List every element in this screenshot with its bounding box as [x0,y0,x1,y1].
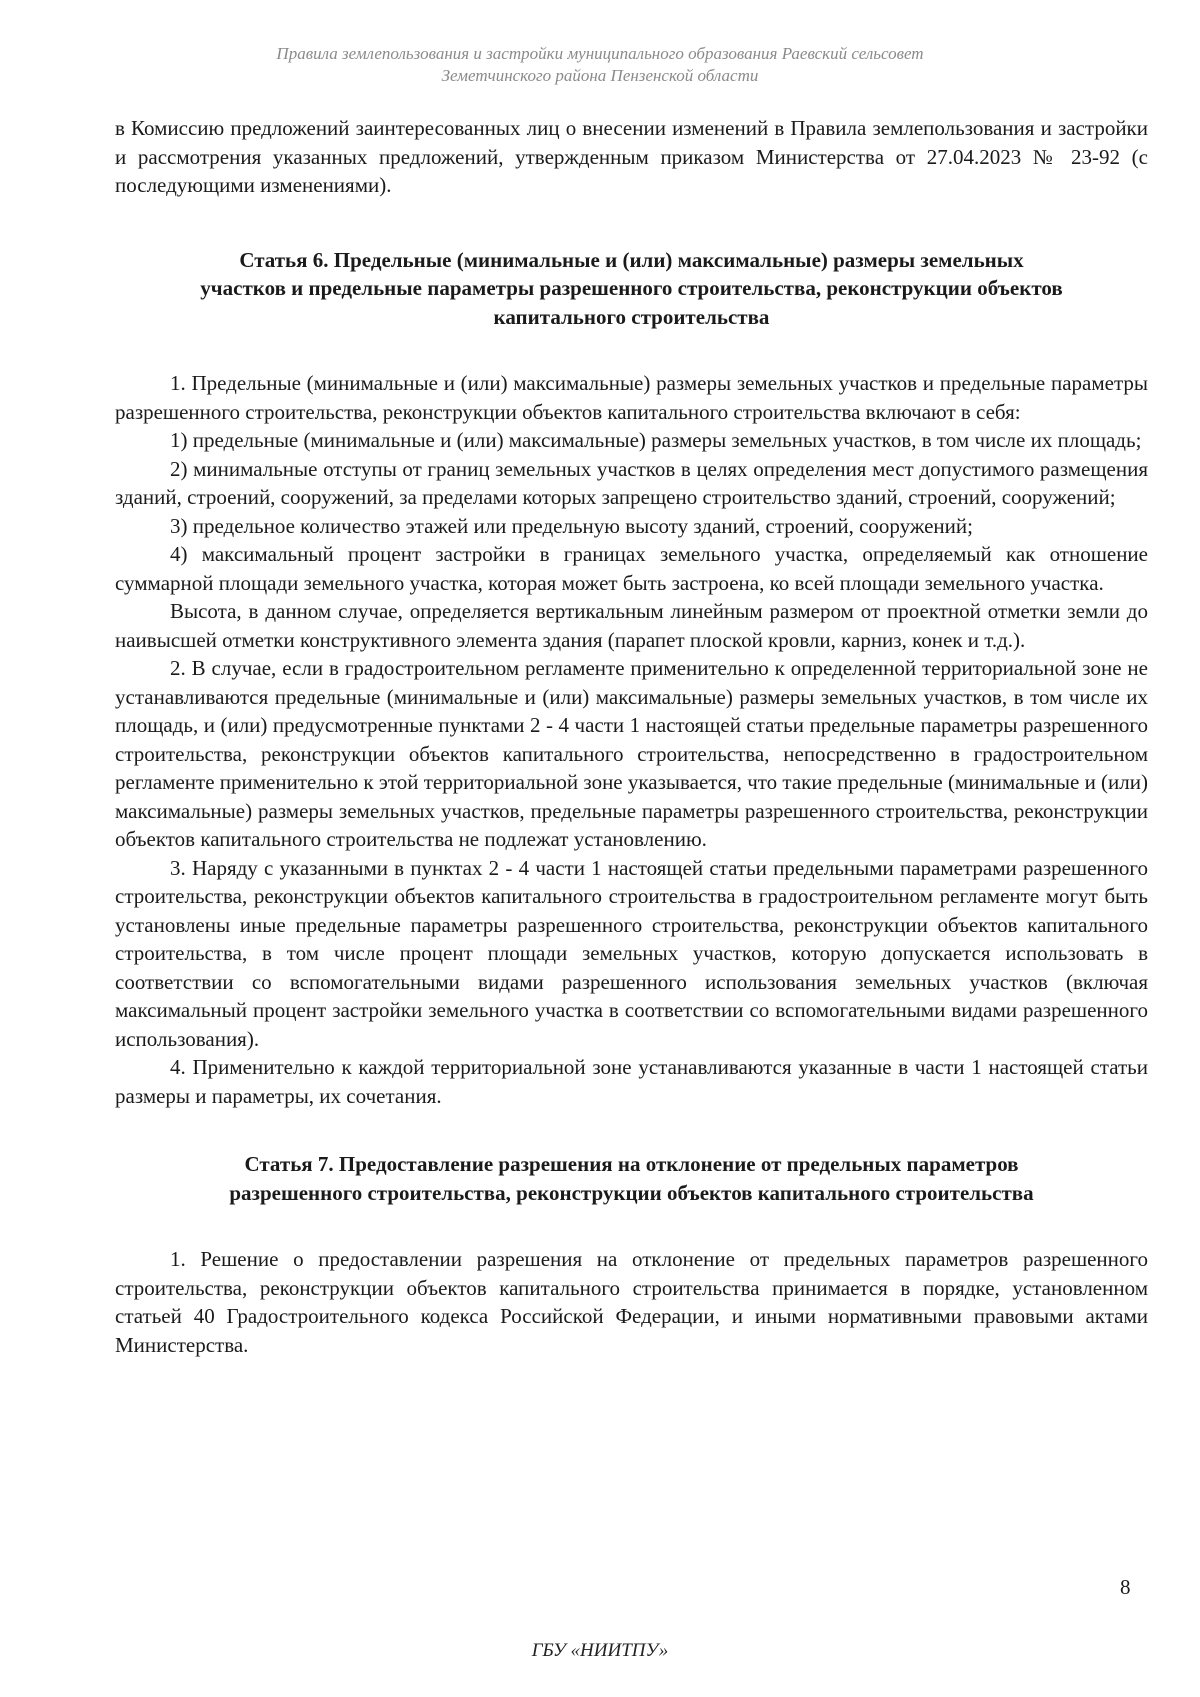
intro-paragraph: в Комиссию предложений заинтересованных лиц о внесении изменений в Правила землепользования и застройки и рассмотрения указанных предложений, утвержденным приказом Министерства от 27.04.2023 № 23-92 (с последующими изменениями). [115,116,1148,197]
article-7-title-line: разрешенного строительства, реконструкции объектов капитального строительства [229,1180,1034,1205]
running-header-line-2: Земетчинского района Пензенской области [441,66,759,85]
article-6-paragraph: 4. Применительно к каждой территориальной зоне устанавливаются указанные в части 1 настоящей статьи размеры и параметры, их сочетания. [115,1055,1148,1108]
article-7-paragraph: 1. Решение о предоставлении разрешения на отклонение от предельных параметров разрешенного строительства, реконструкции объектов капитального строительства принимается в порядке, установленном статьей 40 Градостроительного кодекса Российской Федерации, и иными нормативными правовыми актами Министерства. [115,1247,1148,1357]
running-footer: ГБУ «НИИТПУ» [531,1640,669,1661]
article-6-list-item: 2) минимальные отступы от границ земельных участков в целях определения мест допустимого размещения зданий, строений, сооружений, за пределами которых запрещено строительство зданий, строений, сооружений; [115,456,1148,509]
running-header [0,43,1200,87]
article-6-title [115,246,1148,332]
article-6-paragraph: 1. Предельные (минимальные и (или) максимальные) размеры земельных участков и предельные параметры разрешенного строительства, реконструкции объектов капитального строительства включают в себя: [115,371,1148,424]
article-6-title-line: участков и предельные параметры разрешенного строительства, реконструкции объектов [200,276,1063,300]
document-body [115,114,1148,1359]
running-header-line-1: Правила землепользования и застройки муниципального образования Раевский сельсовет [276,44,924,63]
page-number: 8 [1120,1575,1131,1599]
article-6-paragraph: 2. В случае, если в градостроительном регламенте применительно к определенной территориальной зоне не устанавливаются предельные (минимальные и (или) максимальные) размеры земельных участков, в том числе их площадь, и (или) предусмотренные пунктами 2 - 4 части 1 настоящей статьи предельные параметры разрешенного строительства, реконструкции объектов капитального строительства, непосредственно в градостроительном регламенте применительно к этой территориальной зоне указывается, что такие предельные (минимальные и (или) максимальные) размеры земельных участков, предельные параметры разрешенного строительства, реконструкции объектов капитального строительства не подлежат установлению. [115,656,1148,851]
article-6-list-item: 4) максимальный процент застройки в границах земельного участка, определяемый как отношение суммарной площади земельного участка, которая может быть застроена, ко всей площади земельного участка. [115,542,1148,595]
article-7-title [115,1150,1148,1207]
article-6-title-line: Статья 6. Предельные (минимальные и (или) максимальные) размеры земельных [239,247,1024,272]
article-6-list-item: 1) предельные (минимальные и (или) максимальные) размеры земельных участков, в том числе их площадь; [170,428,1142,452]
article-6-paragraph: Высота, в данном случае, определяется вертикальным линейным размером от проектной отметки земли до наивысшей отметки конструктивного элемента здания (парапет плоской кровли, карниз, конек и т.д.). [115,599,1148,652]
article-7-title-line: Статья 7. Предоставление разрешения на отклонение от предельных параметров [244,1152,1019,1176]
article-6-list-item: 3) предельное количество этажей или предельную высоту зданий, строений, сооружений; [170,513,973,538]
article-6-title-line: капитального строительства [493,304,770,329]
article-6-paragraph: 3. Наряду с указанными в пунктах 2 - 4 части 1 настоящей статьи предельными параметрами разрешенного строительства, реконструкции объектов капитального строительства в градостроительном регламенте могут быть установлены иные предельные параметры разрешенного строительства, реконструкции объектов капитального строительства, в том числе процент площади земельных участков, которую допускается использовать в соответствии со вспомогательными видами разрешенного использования земельных участков (включая максимальный процент застройки земельного участка в соответствии со вспомогательными видами разрешенного использования). [115,855,1148,1051]
